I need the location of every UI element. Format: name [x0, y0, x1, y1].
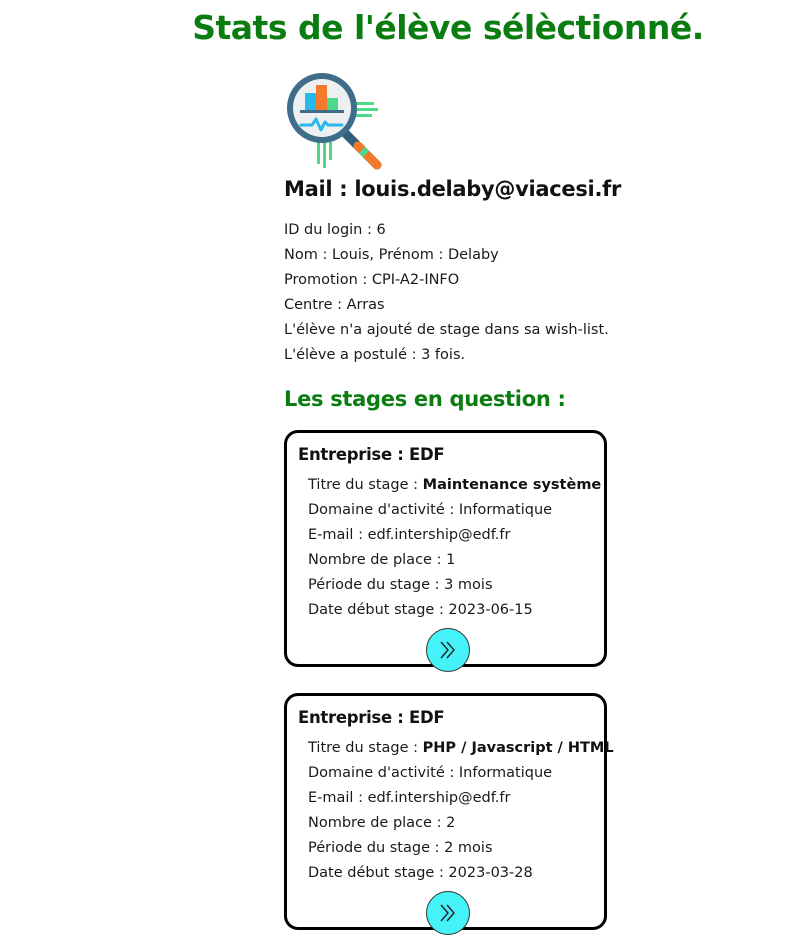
student-stats-panel: [284, 68, 684, 414]
student-info-list: [284, 218, 684, 368]
card-title-value: Maintenance système: [422, 477, 602, 493]
view-internship-button[interactable]: [426, 891, 470, 935]
double-chevron-right-icon: [437, 902, 459, 924]
card-company: Entreprise : EDF: [298, 445, 445, 464]
card-title-label: Titre du stage :: [308, 740, 423, 756]
card-company: Entreprise : EDF: [298, 708, 445, 727]
student-center: Centre : Arras: [284, 297, 385, 313]
internships-section-heading: Les stages en question :: [284, 387, 566, 411]
card-details: [308, 473, 601, 623]
double-chevron-right-icon: [437, 639, 459, 661]
wishlist-status: L'élève n'a ajouté de stage dans sa wish-list.: [284, 322, 609, 338]
card-title-label: Titre du stage :: [308, 477, 423, 493]
card-period: Période du stage : 3 mois: [308, 577, 493, 593]
student-mail-heading: Mail : louis.delaby@viacesi.fr: [284, 177, 622, 201]
student-name: Nom : Louis, Prénom : Delaby: [284, 247, 499, 263]
card-start-date: Date début stage : 2023-06-15: [308, 602, 533, 618]
student-promotion: Promotion : CPI-A2-INFO: [284, 272, 460, 288]
card-period: Période du stage : 2 mois: [308, 840, 493, 856]
card-places: Nombre de place : 2: [308, 815, 456, 831]
card-places: Nombre de place : 1: [308, 552, 456, 568]
internship-card: [284, 430, 607, 667]
view-internship-button[interactable]: [426, 628, 470, 672]
card-title-line: [308, 473, 601, 498]
application-count: L'élève a postulé : 3 fois.: [284, 347, 466, 363]
card-start-date: Date début stage : 2023-03-28: [308, 865, 533, 881]
card-domain: Domaine d'activité : Informatique: [308, 765, 553, 781]
page-title: Stats de l'élève sélèctionné.: [192, 8, 704, 47]
magnifier-chart-icon: [284, 68, 384, 172]
card-title-value: PHP / Javascript / HTML: [422, 740, 614, 756]
card-email: E-mail : edf.intership@edf.fr: [308, 790, 511, 806]
card-details: [308, 736, 614, 886]
card-email: E-mail : edf.intership@edf.fr: [308, 527, 511, 543]
card-title-line: [308, 736, 614, 761]
internship-card: [284, 693, 614, 930]
login-id: ID du login : 6: [284, 222, 386, 238]
card-domain: Domaine d'activité : Informatique: [308, 502, 553, 518]
